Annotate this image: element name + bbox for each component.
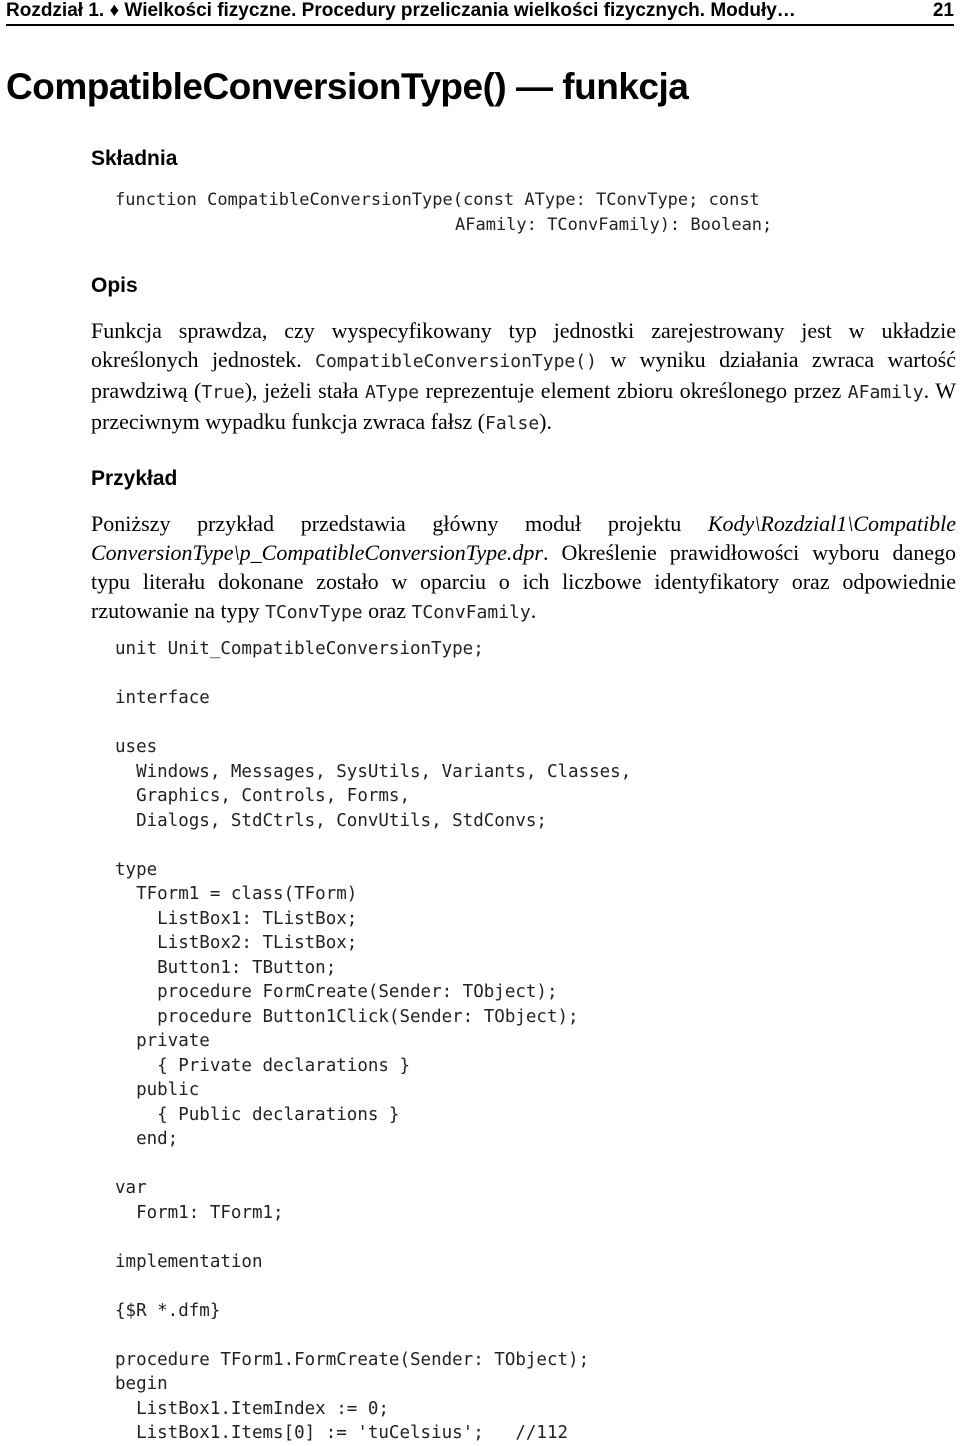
inline-code: TConvType — [265, 602, 363, 623]
inline-code: False — [484, 413, 540, 434]
inline-code: AType — [364, 382, 420, 403]
description-text: w wyniku działania zwraca wartość prawdziwą ( — [91, 347, 956, 403]
description-text: ). — [539, 409, 552, 434]
inline-code: AFamily — [847, 382, 924, 403]
inline-code: TConvFamily — [411, 602, 531, 623]
description-heading: Opis — [91, 274, 138, 297]
example-text: . Określenie prawidłowości wyboru danego typu literału dokonane zostało w oparciu o ich liczbowe identyfikatory oraz odpowiednie rzutowanie na typy — [91, 540, 956, 623]
file-path: Kody\Rozdzial1\Compatible ConversionType\p_CompatibleConversionType.dpr — [91, 511, 956, 565]
example-heading: Przykład — [91, 467, 178, 490]
inline-code: True — [201, 382, 245, 403]
description-text: reprezentuje element zbioru określonego przez — [419, 378, 848, 403]
code-listing: unit Unit_CompatibleConversionType; interface uses Windows, Messages, SysUtils, Variants, Classes, Graphics, Controls, Forms, Dialogs, StdCtrls, ConvUtils, StdConvs; type TForm1 = class(TForm) ListBox1: TListBox; ListBox2: TListBox; Button1: TButton; procedure FormCreate(Sender: TObject); procedure Button1Click(Sender: TObject); private { Private declarations } public { Public declarations } end; var Form1: TForm1; implementation {$R *.dfm} procedure TForm1.FormCreate(Sender: TObject); begin ListBox1.ItemIndex := 0; ListBox1.Items[0] := 'tuCelsius'; //112 — [115, 639, 632, 1443]
example-text: . — [530, 598, 537, 623]
example-text: oraz — [362, 598, 412, 623]
description-paragraph — [91, 316, 956, 438]
syntax-line-2: AFamily: TConvFamily): Boolean; — [455, 215, 773, 235]
example-text: Poniższy przykład przedstawia główny moduł projektu — [91, 511, 708, 536]
page-number: 21 — [932, 0, 954, 21]
page-title: CompatibleConversionType() — funkcja — [6, 66, 689, 107]
chapter-header: Rozdział 1. ♦ Wielkości fizyczne. Procedury przeliczania wielkości fizycznych. Moduły… — [6, 0, 796, 21]
example-paragraph — [91, 509, 956, 627]
syntax-line-1: function CompatibleConversionType(const AType: TConvType; const — [115, 190, 760, 210]
syntax-heading: Składnia — [91, 147, 178, 170]
running-header — [6, 0, 954, 26]
description-text: ), jeżeli stała — [244, 378, 365, 403]
inline-code: CompatibleConversionType() — [315, 351, 597, 372]
description-text: . W przeciwnym wypadku funkcja zwraca fałsz ( — [91, 378, 956, 434]
description-text: Funkcja sprawdza, czy wyspecyfikowany typ jednostki zarejestrowany jest w układzie określonych jednostek. — [91, 318, 956, 372]
